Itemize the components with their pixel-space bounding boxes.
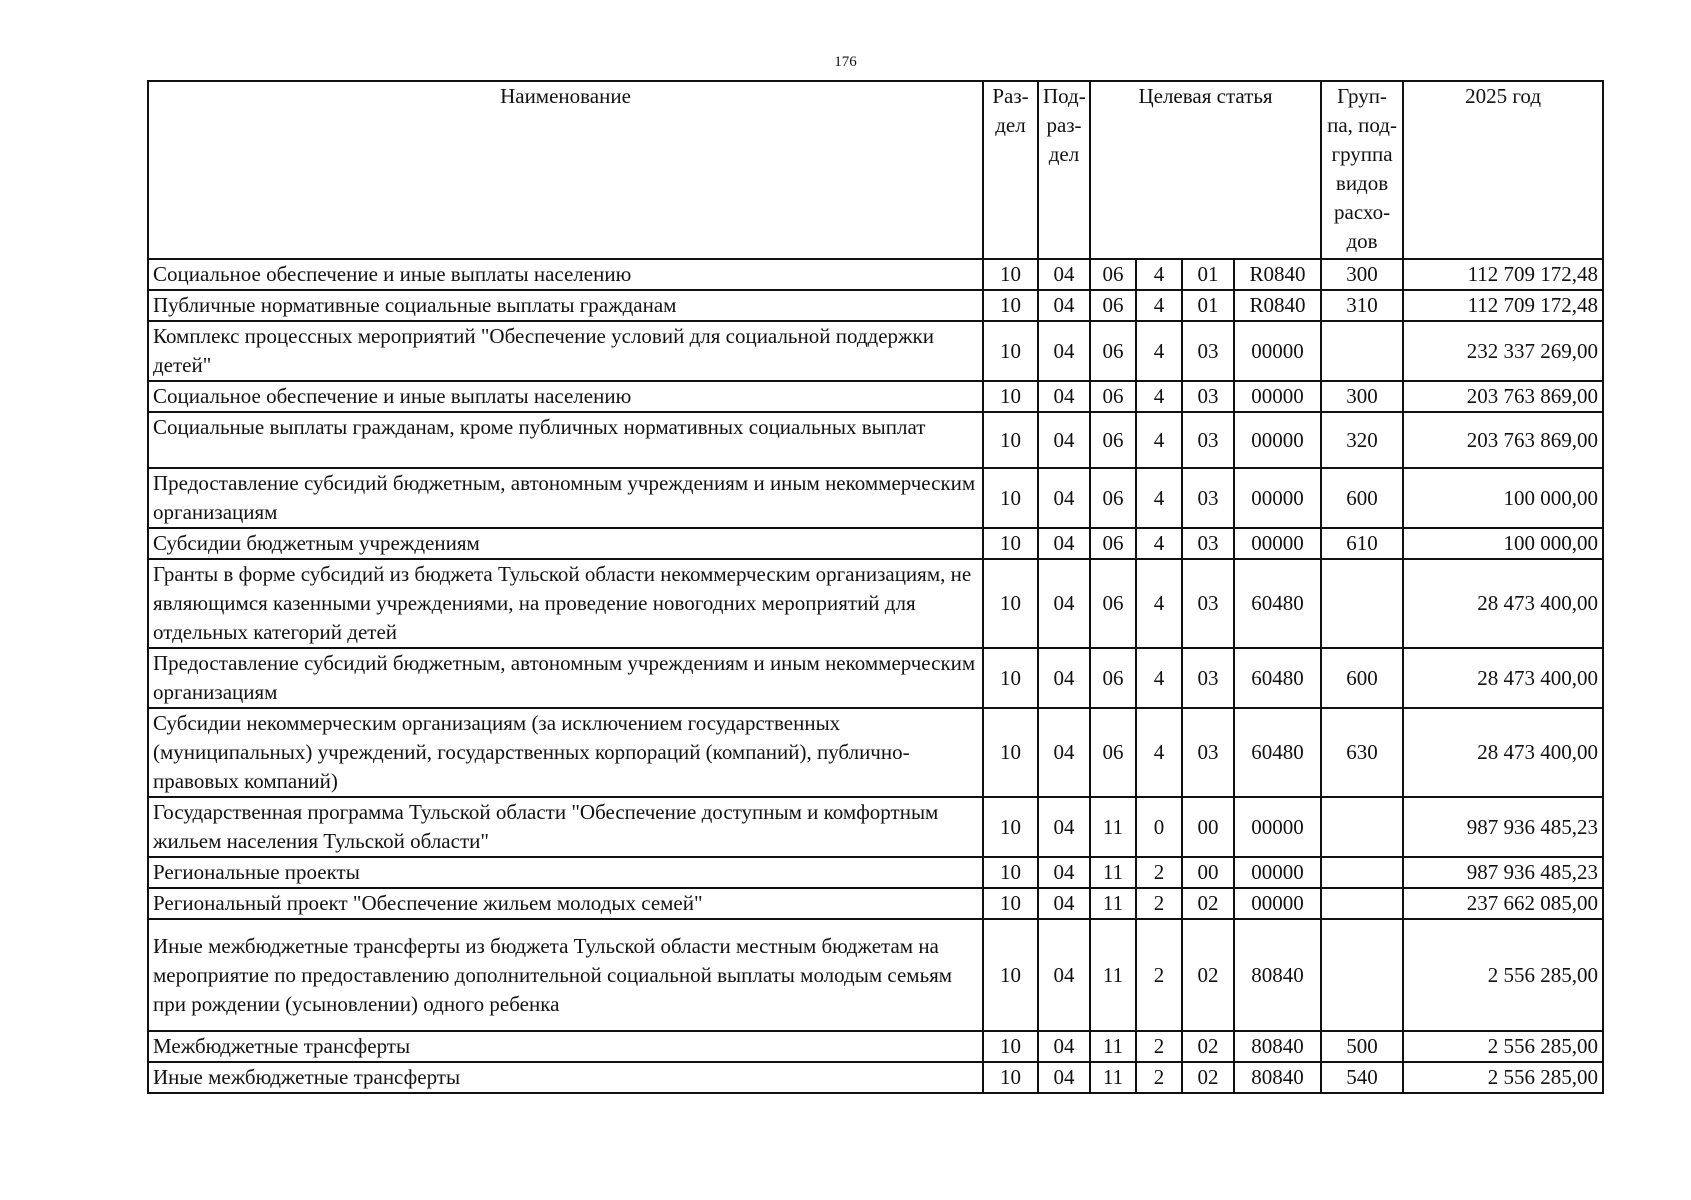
row-target-program: 11 (1090, 888, 1136, 919)
row-podrazdel: 04 (1038, 321, 1090, 381)
row-podrazdel: 04 (1038, 528, 1090, 559)
table-row (148, 888, 1603, 919)
row-name: Гранты в форме субсидий из бюджета Тульской области некоммерческим организациям, не являющимся казенными учреждениями, на проведение новогодних мероприятий для отдельных категорий детей (148, 559, 983, 648)
row-amount: 112 709 172,48 (1403, 259, 1603, 290)
row-razdel: 10 (983, 797, 1038, 857)
row-target-type: 4 (1136, 648, 1182, 708)
row-target-type: 0 (1136, 797, 1182, 857)
row-target-program: 11 (1090, 1062, 1136, 1093)
row-razdel: 10 (983, 888, 1038, 919)
row-target-structure: 00 (1182, 857, 1234, 888)
row-target-program: 11 (1090, 857, 1136, 888)
table-row (148, 919, 1603, 1031)
row-target-type: 4 (1136, 559, 1182, 648)
row-podrazdel: 04 (1038, 468, 1090, 528)
header-podrazdel: Под-раз-дел (1038, 81, 1090, 259)
row-target-type: 4 (1136, 321, 1182, 381)
row-target-program: 06 (1090, 321, 1136, 381)
row-podrazdel: 04 (1038, 888, 1090, 919)
row-target-structure: 02 (1182, 1062, 1234, 1093)
row-target-structure: 03 (1182, 559, 1234, 648)
row-target-program: 06 (1090, 708, 1136, 797)
row-target-direction: 00000 (1234, 857, 1321, 888)
row-target-direction: 00000 (1234, 888, 1321, 919)
row-expense-type: 320 (1321, 412, 1403, 468)
row-amount: 28 473 400,00 (1403, 559, 1603, 648)
row-target-direction: R0840 (1234, 290, 1321, 321)
row-target-program: 06 (1090, 559, 1136, 648)
row-podrazdel: 04 (1038, 290, 1090, 321)
row-target-structure: 01 (1182, 290, 1234, 321)
row-name: Иные межбюджетные трансферты из бюджета Тульской области местным бюджетам на мероприятие по предоставлению дополнительной социальной выплаты молодым семьям при рождении (усыновлении) одного ребенка (148, 919, 983, 1031)
row-razdel: 10 (983, 412, 1038, 468)
row-name: Иные межбюджетные трансферты (148, 1062, 983, 1093)
table-row (148, 1031, 1603, 1062)
row-amount: 2 556 285,00 (1403, 1031, 1603, 1062)
table-row (148, 559, 1603, 648)
row-target-direction: 60480 (1234, 708, 1321, 797)
row-target-program: 06 (1090, 468, 1136, 528)
row-expense-type: 610 (1321, 528, 1403, 559)
row-target-direction: R0840 (1234, 259, 1321, 290)
table-row (148, 1062, 1603, 1093)
row-target-direction: 60480 (1234, 559, 1321, 648)
row-amount: 100 000,00 (1403, 528, 1603, 559)
row-target-program: 11 (1090, 1031, 1136, 1062)
row-target-structure: 02 (1182, 1031, 1234, 1062)
row-podrazdel: 04 (1038, 708, 1090, 797)
row-target-structure: 03 (1182, 321, 1234, 381)
row-amount: 100 000,00 (1403, 468, 1603, 528)
row-razdel: 10 (983, 857, 1038, 888)
row-expense-type: 600 (1321, 468, 1403, 528)
row-target-program: 06 (1090, 290, 1136, 321)
row-target-type: 4 (1136, 259, 1182, 290)
row-target-direction: 80840 (1234, 1031, 1321, 1062)
row-target-program: 06 (1090, 528, 1136, 559)
row-amount: 203 763 869,00 (1403, 412, 1603, 468)
table-row (148, 528, 1603, 559)
row-target-structure: 03 (1182, 412, 1234, 468)
row-target-structure: 03 (1182, 528, 1234, 559)
row-amount: 2 556 285,00 (1403, 1062, 1603, 1093)
row-expense-type (1321, 321, 1403, 381)
row-name: Субсидии некоммерческим организациям (за исключением государственных (муниципальных) учреждений, государственных корпораций (компаний), публично-правовых компаний) (148, 708, 983, 797)
row-target-structure: 03 (1182, 648, 1234, 708)
row-target-direction: 60480 (1234, 648, 1321, 708)
row-target-direction: 00000 (1234, 412, 1321, 468)
row-amount: 203 763 869,00 (1403, 381, 1603, 412)
row-amount: 112 709 172,48 (1403, 290, 1603, 321)
row-target-structure: 03 (1182, 468, 1234, 528)
row-podrazdel: 04 (1038, 797, 1090, 857)
row-razdel: 10 (983, 648, 1038, 708)
row-target-program: 06 (1090, 648, 1136, 708)
row-target-structure: 01 (1182, 259, 1234, 290)
row-expense-type: 310 (1321, 290, 1403, 321)
row-razdel: 10 (983, 708, 1038, 797)
row-target-program: 06 (1090, 381, 1136, 412)
row-expense-type: 300 (1321, 381, 1403, 412)
row-target-program: 06 (1090, 412, 1136, 468)
row-podrazdel: 04 (1038, 259, 1090, 290)
table-row (148, 290, 1603, 321)
row-target-type: 2 (1136, 888, 1182, 919)
row-target-direction: 00000 (1234, 321, 1321, 381)
row-razdel: 10 (983, 528, 1038, 559)
row-expense-type (1321, 797, 1403, 857)
row-target-type: 4 (1136, 708, 1182, 797)
row-amount: 28 473 400,00 (1403, 648, 1603, 708)
header-row (148, 81, 1603, 259)
row-target-type: 2 (1136, 1031, 1182, 1062)
header-year: 2025 год (1403, 81, 1603, 259)
row-expense-type (1321, 919, 1403, 1031)
row-amount: 28 473 400,00 (1403, 708, 1603, 797)
row-expense-type (1321, 857, 1403, 888)
table-row (148, 381, 1603, 412)
row-razdel: 10 (983, 259, 1038, 290)
row-target-direction: 00000 (1234, 468, 1321, 528)
row-expense-type: 540 (1321, 1062, 1403, 1093)
row-expense-type (1321, 559, 1403, 648)
row-target-type: 4 (1136, 290, 1182, 321)
row-expense-type: 300 (1321, 259, 1403, 290)
table-row (148, 857, 1603, 888)
row-target-direction: 00000 (1234, 797, 1321, 857)
row-expense-type: 600 (1321, 648, 1403, 708)
table-row (148, 708, 1603, 797)
row-target-direction: 80840 (1234, 919, 1321, 1031)
row-target-direction: 00000 (1234, 528, 1321, 559)
row-razdel: 10 (983, 1031, 1038, 1062)
row-target-structure: 02 (1182, 888, 1234, 919)
row-podrazdel: 04 (1038, 648, 1090, 708)
table-row (148, 468, 1603, 528)
row-target-type: 4 (1136, 528, 1182, 559)
row-target-structure: 03 (1182, 381, 1234, 412)
row-expense-type: 630 (1321, 708, 1403, 797)
row-expense-type: 500 (1321, 1031, 1403, 1062)
row-target-type: 4 (1136, 412, 1182, 468)
row-target-type: 4 (1136, 381, 1182, 412)
budget-table (147, 80, 1604, 1094)
header-target-article: Целевая статья (1090, 81, 1321, 259)
row-name: Социальное обеспечение и иные выплаты населению (148, 259, 983, 290)
row-target-program: 06 (1090, 259, 1136, 290)
row-podrazdel: 04 (1038, 857, 1090, 888)
row-target-direction: 00000 (1234, 381, 1321, 412)
row-name: Региональный проект "Обеспечение жильем молодых семей" (148, 888, 983, 919)
row-razdel: 10 (983, 321, 1038, 381)
row-amount: 232 337 269,00 (1403, 321, 1603, 381)
row-amount: 237 662 085,00 (1403, 888, 1603, 919)
row-name: Государственная программа Тульской области "Обеспечение доступным и комфортным жильем населения Тульской области" (148, 797, 983, 857)
row-razdel: 10 (983, 1062, 1038, 1093)
row-name: Социальные выплаты гражданам, кроме публичных нормативных социальных выплат (148, 412, 983, 468)
row-amount: 2 556 285,00 (1403, 919, 1603, 1031)
row-target-program: 11 (1090, 919, 1136, 1031)
row-target-type: 2 (1136, 857, 1182, 888)
table-row (148, 412, 1603, 468)
row-target-program: 11 (1090, 797, 1136, 857)
table-row (148, 797, 1603, 857)
page-number: 176 (834, 54, 857, 70)
row-expense-type (1321, 888, 1403, 919)
row-podrazdel: 04 (1038, 1031, 1090, 1062)
table-row (148, 648, 1603, 708)
row-target-structure: 00 (1182, 797, 1234, 857)
row-name: Предоставление субсидий бюджетным, автономным учреждениям и иным некоммерческим организациям (148, 648, 983, 708)
header-expense-group: Груп-па, под-группа видов расхо-дов (1321, 81, 1403, 259)
row-name: Региональные проекты (148, 857, 983, 888)
row-name: Социальное обеспечение и иные выплаты населению (148, 381, 983, 412)
header-name: Наименование (148, 81, 983, 259)
row-target-type: 2 (1136, 919, 1182, 1031)
row-target-type: 2 (1136, 1062, 1182, 1093)
row-target-type: 4 (1136, 468, 1182, 528)
row-razdel: 10 (983, 559, 1038, 648)
row-name: Комплекс процессных мероприятий "Обеспечение условий для социальной поддержки детей" (148, 321, 983, 381)
row-target-direction: 80840 (1234, 1062, 1321, 1093)
row-name: Субсидии бюджетным учреждениям (148, 528, 983, 559)
row-amount: 987 936 485,23 (1403, 797, 1603, 857)
table-row (148, 259, 1603, 290)
row-razdel: 10 (983, 381, 1038, 412)
row-name: Публичные нормативные социальные выплаты гражданам (148, 290, 983, 321)
row-razdel: 10 (983, 468, 1038, 528)
row-amount: 987 936 485,23 (1403, 857, 1603, 888)
row-podrazdel: 04 (1038, 919, 1090, 1031)
row-podrazdel: 04 (1038, 412, 1090, 468)
row-podrazdel: 04 (1038, 381, 1090, 412)
row-razdel: 10 (983, 290, 1038, 321)
row-target-structure: 03 (1182, 708, 1234, 797)
row-target-structure: 02 (1182, 919, 1234, 1031)
row-name: Межбюджетные трансферты (148, 1031, 983, 1062)
header-razdel: Раз-дел (983, 81, 1038, 259)
table-row (148, 321, 1603, 381)
row-podrazdel: 04 (1038, 1062, 1090, 1093)
row-name: Предоставление субсидий бюджетным, автономным учреждениям и иным некоммерческим организациям (148, 468, 983, 528)
row-podrazdel: 04 (1038, 559, 1090, 648)
row-razdel: 10 (983, 919, 1038, 1031)
